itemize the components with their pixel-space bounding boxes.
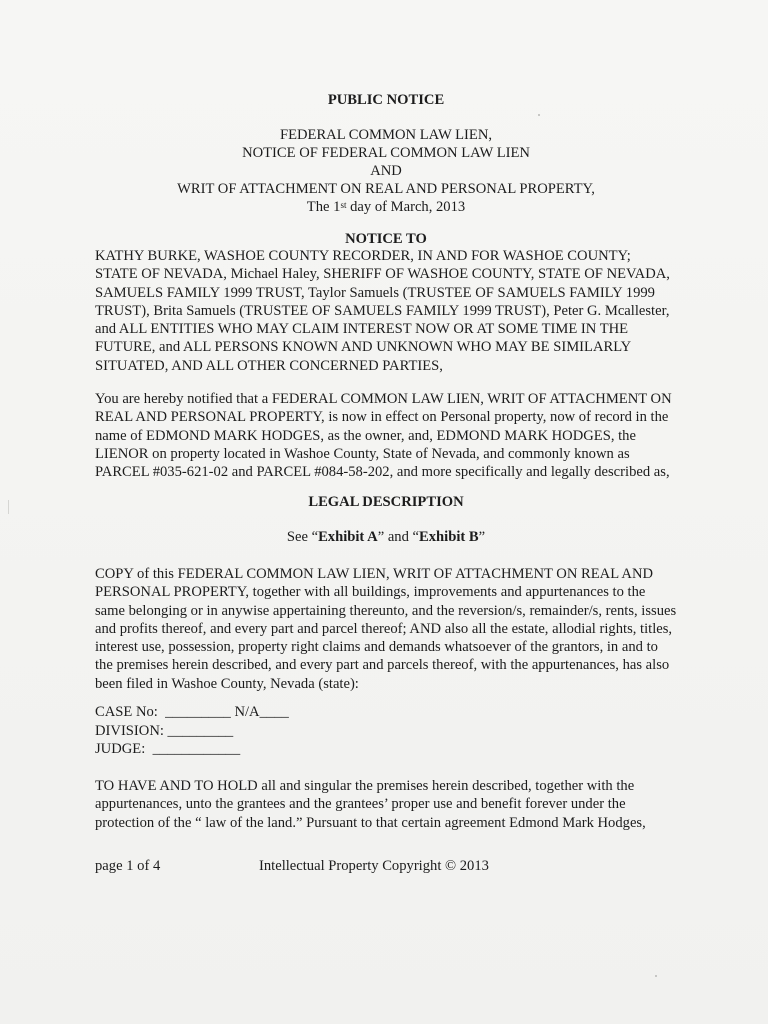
notice-to-heading: NOTICE TO (345, 231, 427, 247)
notification-paragraph: You are hereby notified that a FEDERAL COMMON LAW LIEN, WRIT OF ATTACHMENT ON REAL AND PERSONAL PROPERTY, is now in effect on Personal property, now of record in the name of EDMOND MARK HODGES, as the owner, and, EDMOND MARK HODGES, the LIENOR on property located in Washoe County, State of Nevada, and commonly known as PARCEL #035-621-02 and PARCEL #084-58-202, and more specifically and legally described as, (95, 391, 672, 481)
exhibit-b-label: Exhibit B (419, 529, 479, 545)
date-ordinal: st (340, 200, 347, 210)
legal-description-heading: LEGAL DESCRIPTION (308, 494, 464, 510)
heading-line-3: AND (370, 163, 402, 179)
copy-paragraph: COPY of this FEDERAL COMMON LAW LIEN, WRIT OF ATTACHMENT ON REAL AND PERSONAL PROPERTY, together with all buildings, improvements and appurtenances to the same belonging or in anywise appertaining thereunto, and the reversion/s, remainder/s, rents, issues and profits thereof, and every part and parcel thereof; AND also all the estate, allodial rights, titles, interest use, possession, property right claims and demands whatsoever of the grantors, in and to the premises herein described, and every part and parcels thereof, with the appurtenances, has also been filed in Washoe County, Nevada (state): (95, 566, 677, 692)
habendum-paragraph: TO HAVE AND TO HOLD all and singular the premises herein described, together with the appurtenances, unto the grantees and the grantees’ proper use and benefit forever under the protection of the “ law of the land.” Pursuant to that certain agreement Edmond Mark Hodges, (95, 778, 646, 831)
date-prefix: The 1 (306, 199, 341, 215)
exhibit-see-text: See “ (286, 529, 319, 545)
heading-line-2: NOTICE OF FEDERAL COMMON LAW LIEN (242, 145, 530, 161)
scan-speck (655, 975, 657, 977)
exhibit-a-label: Exhibit A (318, 529, 378, 545)
case-info-block (95, 703, 677, 759)
exhibit-reference (95, 528, 677, 546)
scan-edge-mark (8, 500, 9, 514)
document-date (95, 198, 677, 216)
heading-line-1: FEDERAL COMMON LAW LIEN, (279, 127, 493, 143)
scan-speck (538, 114, 540, 116)
exhibit-close-quote: ” (478, 529, 486, 545)
addressees-paragraph: KATHY BURKE, WASHOE COUNTY RECORDER, IN AND FOR WASHOE COUNTY; STATE OF NEVADA, Michael Haley, SHERIFF OF WASHOE COUNTY, STATE OF NEVADA, SAMUELS FAMILY 1999 TRUST, Taylor Samuels (TRUSTEE OF SAMUELS FAMILY 1999 TRUST), Brita Samuels (TRUSTEE OF SAMUELS FAMILY 1999 TRUST), Peter G. Mcallester, and ALL ENTITIES WHO MAY CLAIM INTEREST NOW OR AT SOME TIME IN THE FUTURE, and ALL PERSONS KNOWN AND UNKNOWN WHO MAY BE SIMILARLY SITUATED, AND ALL OTHER CONCERNED PARTIES, (95, 248, 670, 374)
date-suffix: day of March, 2013 (346, 199, 466, 215)
lien-heading (95, 126, 677, 216)
exhibit-and-text: ” and “ (377, 529, 420, 545)
division-line: DIVISION: _________ (95, 722, 234, 739)
judge-line: JUDGE: ____________ (95, 741, 241, 757)
document-title: PUBLIC NOTICE (327, 92, 445, 108)
page-number: page 1 of 4 (95, 858, 161, 874)
case-number-line: CASE No: _________ N/A____ (95, 704, 289, 720)
copyright-notice: Intellectual Property Copyright © 2013 (259, 858, 489, 874)
heading-line-4: WRIT OF ATTACHMENT ON REAL AND PERSONAL PROPERTY, (177, 181, 595, 197)
